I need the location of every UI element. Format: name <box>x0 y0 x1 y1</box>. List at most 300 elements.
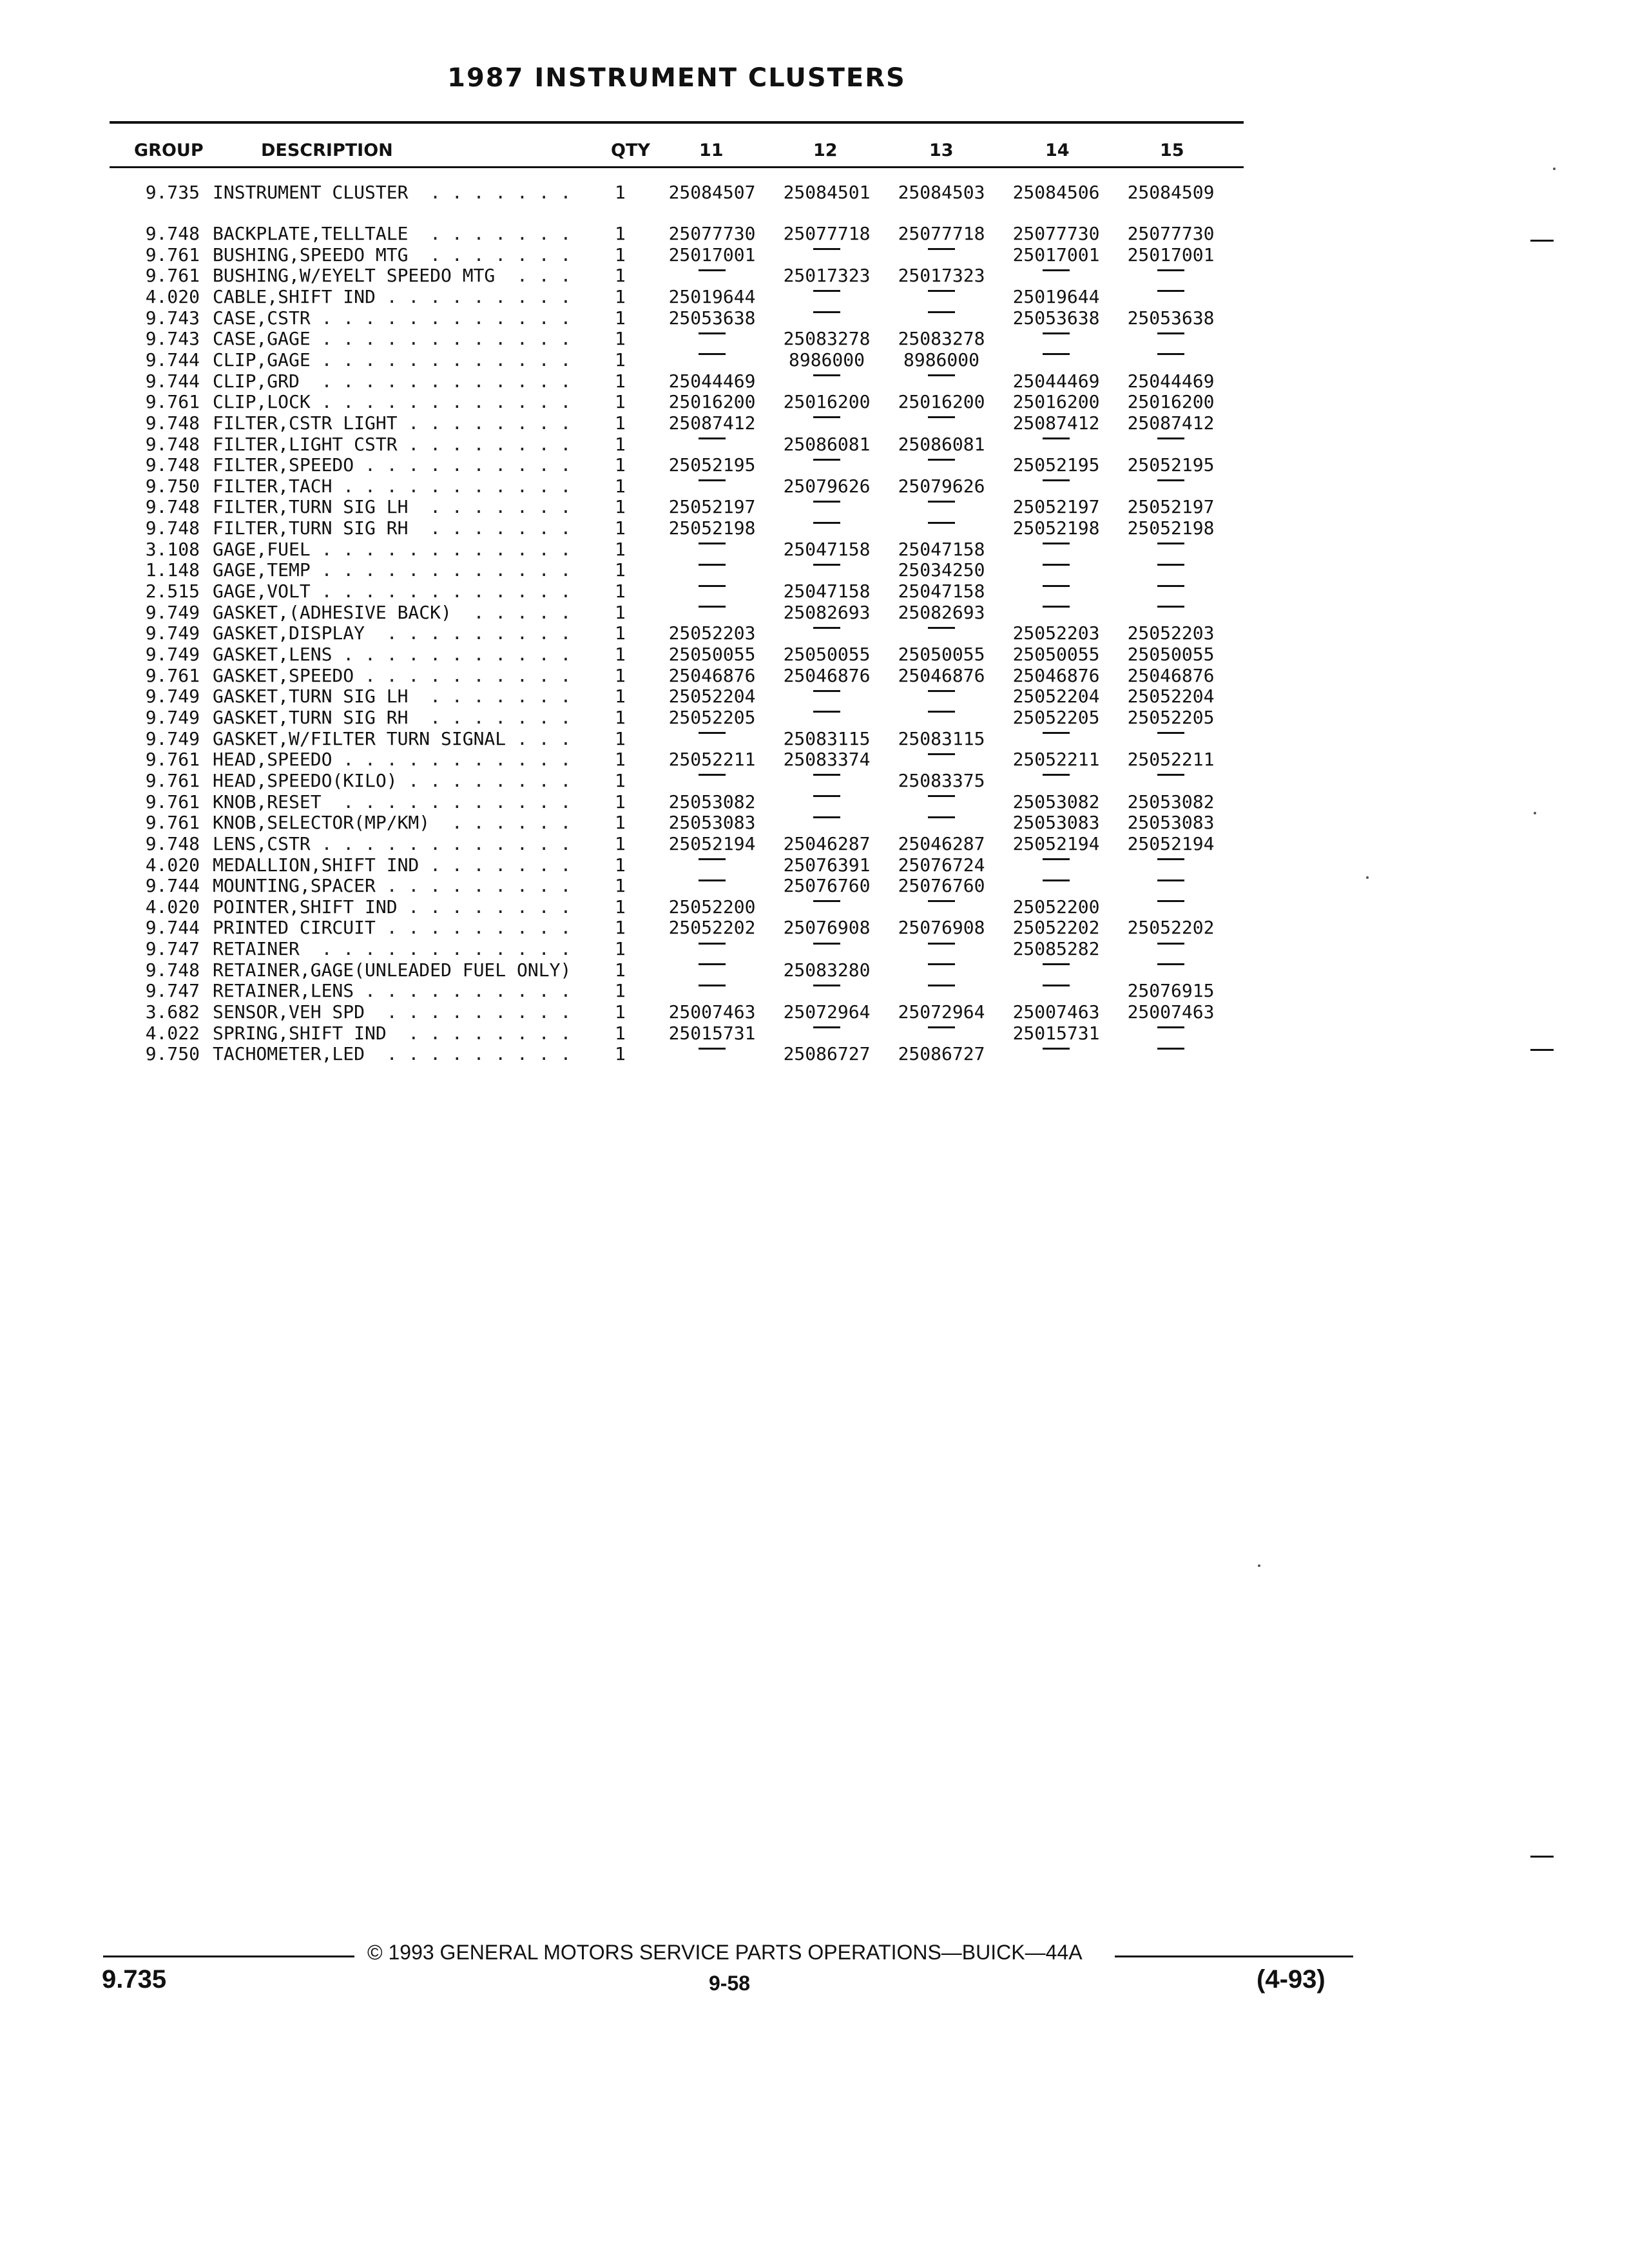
cell-qty: 1 <box>615 622 626 644</box>
cell-not-applicable <box>1119 897 1222 918</box>
description-text: GASKET,TURN SIG RH <box>213 707 409 728</box>
cell-part-number: 25086727 <box>783 1043 871 1065</box>
cell-part-number: 25052194 <box>668 832 756 854</box>
cell-not-applicable <box>1005 329 1108 349</box>
table-row <box>0 413 1629 434</box>
cell-part-number: 25053638 <box>1127 307 1215 329</box>
cell-part-number: 25085282 <box>1012 938 1100 960</box>
cell-part-number: 25052200 <box>668 896 756 918</box>
cell-part-number: 25076391 <box>783 854 871 876</box>
cell-not-applicable <box>660 350 764 370</box>
dash-mark <box>699 774 726 776</box>
footer-copyright: © 1993 GENERAL MOTORS SERVICE PARTS OPERATIONS—BUICK—44A <box>367 1941 1083 1964</box>
cell-description <box>213 1002 607 1023</box>
description-text: GASKET,W/FILTER TURN SIGNAL <box>213 728 506 749</box>
dash-mark <box>928 900 955 902</box>
description-text: BUSHING,W/EYELT SPEEDO MTG <box>213 265 496 287</box>
cell-not-applicable <box>1119 350 1222 370</box>
table-row <box>0 686 1629 707</box>
dash-mark <box>1157 900 1184 902</box>
cell-part-number: 25072964 <box>783 1001 871 1023</box>
cell-description <box>213 834 607 854</box>
cell-not-applicable <box>660 265 764 286</box>
cell-part-number: 25046876 <box>898 664 985 686</box>
cell-group: 9.761 <box>145 791 200 812</box>
dash-mark <box>1043 732 1070 734</box>
dot-leader: . . . . . . . . . . . . <box>299 370 572 392</box>
dash-mark <box>813 627 840 629</box>
cell-not-applicable <box>775 686 878 707</box>
cell-not-applicable <box>1005 560 1108 581</box>
description-text: POINTER,SHIFT IND <box>213 896 398 918</box>
dash-mark <box>813 774 840 776</box>
table-row <box>0 1002 1629 1023</box>
table-row <box>0 287 1629 307</box>
cell-group: 9.749 <box>145 727 200 749</box>
dot-leader: . . . . . . . . . . . <box>321 791 572 812</box>
table-row <box>0 245 1629 265</box>
cell-part-number: 25046876 <box>1127 664 1215 686</box>
cell-not-applicable <box>660 1044 764 1064</box>
cell-group: 9.748 <box>145 412 200 434</box>
cell-part-number: 25052194 <box>1012 832 1100 854</box>
cell-part-number: 25084503 <box>898 182 985 203</box>
description-text: GASKET,LENS <box>213 644 333 665</box>
cell-not-applicable <box>660 771 764 791</box>
cell-qty: 1 <box>615 433 626 455</box>
description-text: CLIP,LOCK <box>213 392 311 413</box>
description-text: PRINTED CIRCUIT <box>213 918 376 939</box>
cell-not-applicable <box>1005 1044 1108 1064</box>
cell-part-number: 25053082 <box>1127 791 1215 812</box>
dot-leader: . . . . . . . . . . <box>354 455 572 476</box>
dash-mark <box>928 290 955 292</box>
cell-part-number: 25044469 <box>1127 370 1215 392</box>
cell-not-applicable <box>1005 855 1108 876</box>
dash-mark <box>1157 353 1184 355</box>
cell-part-number: 25052205 <box>1127 706 1215 728</box>
dash-mark <box>928 627 955 629</box>
description-text: GASKET,SPEEDO <box>213 665 354 686</box>
dash-mark <box>1157 774 1184 776</box>
cell-part-number: 25052202 <box>1127 917 1215 939</box>
cell-group: 2.515 <box>145 581 200 602</box>
cell-group: 9.744 <box>145 370 200 392</box>
cell-part-number: 25050055 <box>783 644 871 665</box>
cell-not-applicable <box>1119 1044 1222 1064</box>
cell-part-number: 25015731 <box>668 1022 756 1044</box>
cell-not-applicable <box>1005 729 1108 749</box>
description-text: MOUNTING,SPACER <box>213 876 376 897</box>
cell-description <box>213 308 607 329</box>
dot-leader: . . . . . <box>451 602 572 623</box>
scan-speck <box>1366 876 1369 879</box>
cell-part-number: 25077730 <box>1127 223 1215 244</box>
dot-leader: . . . . . . . . . . . . <box>310 581 572 602</box>
header-model-11: 11 <box>699 140 724 160</box>
description-text: KNOB,RESET <box>213 791 322 812</box>
dash-mark <box>813 564 840 566</box>
cell-qty: 1 <box>615 980 626 1002</box>
cell-not-applicable <box>890 981 993 1001</box>
cell-part-number: 25077730 <box>668 223 756 244</box>
description-text: CLIP,GRD <box>213 370 300 392</box>
cell-group: 3.108 <box>145 538 200 560</box>
table-row <box>0 812 1629 833</box>
dash-mark <box>1157 290 1184 292</box>
dot-leader: . . . . . . . . . . . . <box>310 833 572 854</box>
cell-qty: 1 <box>615 644 626 665</box>
cell-not-applicable <box>1119 539 1222 560</box>
cell-not-applicable <box>1119 1023 1222 1044</box>
cell-part-number: 25007463 <box>1012 1001 1100 1023</box>
cell-group: 9.748 <box>145 454 200 476</box>
dot-leader: . . . . . . . . . . . . <box>310 392 572 413</box>
cell-part-number: 25083375 <box>898 769 985 791</box>
cell-description <box>213 350 607 370</box>
dot-leader: . . . . . . . . <box>397 770 572 791</box>
cell-part-number: 25017323 <box>898 265 985 287</box>
cell-not-applicable <box>1119 287 1222 307</box>
cell-qty: 1 <box>615 265 626 287</box>
dash-mark <box>1043 774 1070 776</box>
description-text: HEAD,SPEEDO <box>213 749 333 771</box>
table-row <box>0 434 1629 455</box>
cell-qty: 1 <box>615 370 626 392</box>
dash-mark <box>813 416 840 418</box>
cell-description <box>213 1023 607 1044</box>
cell-part-number: 25076760 <box>898 875 985 897</box>
dash-mark <box>928 416 955 418</box>
cell-part-number: 25052197 <box>1012 496 1100 518</box>
cell-part-number: 25046287 <box>783 832 871 854</box>
description-text: RETAINER,GAGE(UNLEADED FUEL ONLY) <box>213 959 572 981</box>
cell-not-applicable <box>890 455 993 476</box>
cell-not-applicable <box>660 729 764 749</box>
cell-description <box>213 371 607 392</box>
description-text: FILTER,LIGHT CSTR <box>213 434 398 455</box>
cell-qty: 1 <box>615 875 626 897</box>
table-row <box>0 308 1629 329</box>
cell-part-number: 25086081 <box>898 433 985 455</box>
cell-qty: 1 <box>615 412 626 434</box>
dash-mark <box>813 459 840 461</box>
cell-part-number: 25076760 <box>783 875 871 897</box>
description-text: RETAINER,LENS <box>213 981 354 1002</box>
cell-part-number: 25007463 <box>1127 1001 1215 1023</box>
cell-part-number: 25052205 <box>1012 706 1100 728</box>
table-row <box>0 834 1629 854</box>
cell-not-applicable <box>660 960 764 981</box>
table-row <box>0 329 1629 349</box>
dash-mark <box>1157 879 1184 881</box>
dash-mark <box>699 479 726 481</box>
cell-qty: 1 <box>615 854 626 876</box>
cell-group: 9.749 <box>145 706 200 728</box>
cell-description <box>213 224 607 244</box>
cell-group: 9.748 <box>145 496 200 518</box>
dot-leader: . . . . . . . . . <box>365 1002 572 1023</box>
dot-leader: . . . . . . . <box>408 497 572 518</box>
dash-mark <box>813 501 840 503</box>
cell-part-number: 25052195 <box>1012 454 1100 476</box>
cell-qty: 1 <box>615 686 626 707</box>
cell-not-applicable <box>890 960 993 981</box>
cell-qty: 1 <box>615 769 626 791</box>
cell-not-applicable <box>1005 981 1108 1001</box>
cell-part-number: 25017001 <box>668 244 756 265</box>
cell-part-number: 25019644 <box>668 285 756 307</box>
description-text: BACKPLATE,TELLTALE <box>213 224 409 244</box>
cell-group: 9.747 <box>145 980 200 1002</box>
cell-part-number: 25052197 <box>1127 496 1215 518</box>
dot-leader: . . . . . . . . . <box>375 918 572 939</box>
cell-not-applicable <box>1119 855 1222 876</box>
description-text: GAGE,TEMP <box>213 560 311 581</box>
dash-mark <box>699 732 726 734</box>
table-row <box>0 623 1629 644</box>
cell-part-number: 25052198 <box>668 517 756 539</box>
dash-mark <box>1043 879 1070 881</box>
cell-description <box>213 455 607 476</box>
table-row <box>0 939 1629 959</box>
cell-part-number: 25082693 <box>783 601 871 623</box>
dash-mark <box>1043 332 1070 334</box>
cell-not-applicable <box>660 539 764 560</box>
cell-qty: 1 <box>615 601 626 623</box>
table-row <box>0 371 1629 392</box>
cell-part-number: 25053082 <box>668 791 756 812</box>
table-row <box>0 350 1629 370</box>
cell-part-number: 25017001 <box>1012 244 1100 265</box>
cell-group: 4.022 <box>145 1022 200 1044</box>
dash-mark <box>1157 437 1184 439</box>
dot-leader: . . . <box>506 728 572 749</box>
dot-leader: . . . . . . . . . . . . <box>310 539 572 560</box>
cell-description <box>213 792 607 812</box>
cell-description <box>213 245 607 265</box>
cell-part-number: 25050055 <box>668 644 756 665</box>
cell-not-applicable <box>660 434 764 455</box>
table-row <box>0 666 1629 686</box>
table-row <box>0 792 1629 812</box>
cell-group: 9.748 <box>145 433 200 455</box>
cell-description <box>213 939 607 959</box>
cell-description <box>213 897 607 918</box>
cell-part-number: 25050055 <box>1012 644 1100 665</box>
dash-mark <box>813 943 840 945</box>
dash-mark <box>928 963 955 965</box>
cell-not-applicable <box>1119 960 1222 981</box>
dash-mark <box>699 543 726 544</box>
cell-qty: 1 <box>615 959 626 981</box>
cell-part-number: 25016200 <box>1012 391 1100 413</box>
cell-description <box>213 960 607 981</box>
dash-mark <box>928 311 955 313</box>
footer-page-number: 9-58 <box>709 1972 751 1995</box>
cell-not-applicable <box>1119 729 1222 749</box>
cell-not-applicable <box>660 939 764 959</box>
table-row <box>0 644 1629 665</box>
dash-mark <box>928 816 955 818</box>
cell-not-applicable <box>1119 329 1222 349</box>
cell-group: 9.748 <box>145 959 200 981</box>
cell-qty: 1 <box>615 559 626 581</box>
table-row <box>0 476 1629 497</box>
table-row <box>0 518 1629 539</box>
cell-qty: 1 <box>615 749 626 771</box>
description-text: FILTER,TURN SIG RH <box>213 518 409 539</box>
dot-leader: . . . . . . . . <box>386 1023 572 1044</box>
cell-not-applicable <box>775 897 878 918</box>
dash-mark <box>928 459 955 461</box>
cell-not-applicable <box>890 1023 993 1044</box>
margin-mark <box>1530 1856 1554 1858</box>
cell-description <box>213 855 607 876</box>
dash-mark <box>1043 479 1070 481</box>
cell-not-applicable <box>775 287 878 307</box>
cell-not-applicable <box>890 686 993 707</box>
dash-mark <box>699 879 726 881</box>
description-text: GASKET,DISPLAY <box>213 623 365 644</box>
dot-leader: . . . . . . . . . <box>375 286 572 307</box>
dash-mark <box>813 1026 840 1028</box>
dash-mark <box>699 353 726 355</box>
dash-mark <box>699 985 726 986</box>
dash-mark <box>1157 963 1184 965</box>
dash-mark <box>813 248 840 250</box>
dash-mark <box>1043 543 1070 544</box>
cell-part-number: 25050055 <box>1127 644 1215 665</box>
cell-part-number: 25052211 <box>1012 749 1100 771</box>
table-row <box>0 1044 1629 1064</box>
cell-not-applicable <box>890 371 993 392</box>
dash-mark <box>813 900 840 902</box>
cell-qty: 1 <box>615 1001 626 1023</box>
cell-not-applicable <box>890 707 993 728</box>
footer-rule-left <box>103 1956 354 1957</box>
dash-mark <box>813 522 840 524</box>
table-row <box>0 602 1629 623</box>
cell-part-number: 25053082 <box>1012 791 1100 812</box>
cell-not-applicable <box>1119 602 1222 623</box>
dot-leader: . . . <box>495 265 572 287</box>
description-text: GASKET,TURN SIG LH <box>213 686 409 707</box>
dash-mark <box>699 332 726 334</box>
cell-description <box>213 686 607 707</box>
description-text: FILTER,CSTR LIGHT <box>213 412 398 434</box>
dash-mark <box>928 985 955 986</box>
description-text: RETAINER <box>213 939 300 960</box>
description-text: CABLE,SHIFT IND <box>213 286 376 307</box>
cell-not-applicable <box>1119 876 1222 896</box>
dash-mark <box>1043 437 1070 439</box>
cell-description <box>213 287 607 307</box>
cell-qty: 1 <box>615 538 626 560</box>
cell-part-number: 25053083 <box>1127 812 1215 834</box>
cell-qty: 1 <box>615 349 626 370</box>
header-qty: QTY <box>611 140 650 160</box>
cell-not-applicable <box>775 560 878 581</box>
cell-part-number: 25052197 <box>668 496 756 518</box>
dash-mark <box>813 374 840 376</box>
cell-part-number: 25077730 <box>1012 223 1100 244</box>
header-description: DESCRIPTION <box>261 140 393 160</box>
cell-part-number: 25052202 <box>1012 917 1100 939</box>
dot-leader: . . . . . . . . . . . . <box>310 307 572 329</box>
table-row <box>0 1023 1629 1044</box>
dash-mark <box>813 816 840 818</box>
dash-mark <box>1043 269 1070 271</box>
cell-part-number: 8986000 <box>903 349 979 370</box>
cell-description <box>213 392 607 412</box>
cell-description <box>213 539 607 560</box>
scan-speck <box>1553 168 1556 170</box>
cell-part-number: 25084509 <box>1127 182 1215 203</box>
dash-mark <box>699 564 726 566</box>
dot-leader: . . . . . . . <box>408 182 572 203</box>
cell-group: 9.749 <box>145 622 200 644</box>
cell-not-applicable <box>1005 434 1108 455</box>
cell-qty: 1 <box>615 496 626 518</box>
header-model-15: 15 <box>1160 140 1184 160</box>
cell-group: 9.761 <box>145 391 200 413</box>
cell-part-number: 25083278 <box>898 328 985 350</box>
cell-part-number: 25046287 <box>898 832 985 854</box>
dash-mark <box>1043 858 1070 860</box>
cell-description <box>213 413 607 434</box>
cell-group: 9.761 <box>145 769 200 791</box>
cell-group: 9.761 <box>145 749 200 771</box>
cell-group: 9.743 <box>145 307 200 329</box>
cell-part-number: 25086727 <box>898 1043 985 1065</box>
cell-part-number: 25047158 <box>783 538 871 560</box>
cell-part-number: 25052203 <box>1012 622 1100 644</box>
dash-mark <box>699 943 726 945</box>
cell-description <box>213 644 607 665</box>
dash-mark <box>699 269 726 271</box>
cell-part-number: 25053638 <box>668 307 756 329</box>
dash-mark <box>813 290 840 292</box>
dot-leader: . . . . . . . . . . . . <box>310 349 572 370</box>
cell-part-number: 25046876 <box>668 664 756 686</box>
cell-group: 9.749 <box>145 644 200 665</box>
cell-not-applicable <box>660 981 764 1001</box>
cell-description <box>213 1044 607 1064</box>
cell-description <box>213 771 607 791</box>
description-text: MEDALLION,SHIFT IND <box>213 854 419 876</box>
cell-part-number: 25047158 <box>898 538 985 560</box>
margin-mark <box>1530 1049 1554 1051</box>
dash-mark <box>1043 606 1070 608</box>
cell-part-number: 25052204 <box>668 686 756 707</box>
cell-part-number: 25047158 <box>783 581 871 602</box>
dash-mark <box>1157 479 1184 481</box>
cell-group: 4.020 <box>145 285 200 307</box>
cell-not-applicable <box>1119 265 1222 286</box>
cell-description <box>213 812 607 833</box>
dash-mark <box>1157 564 1184 566</box>
cell-not-applicable <box>890 623 993 644</box>
cell-description <box>213 497 607 517</box>
cell-part-number: 25044469 <box>668 370 756 392</box>
cell-description <box>213 876 607 896</box>
dash-mark <box>1043 1048 1070 1050</box>
dash-mark <box>699 606 726 608</box>
cell-not-applicable <box>660 876 764 896</box>
cell-not-applicable <box>1119 476 1222 497</box>
description-text: CLIP,GAGE <box>213 349 311 370</box>
